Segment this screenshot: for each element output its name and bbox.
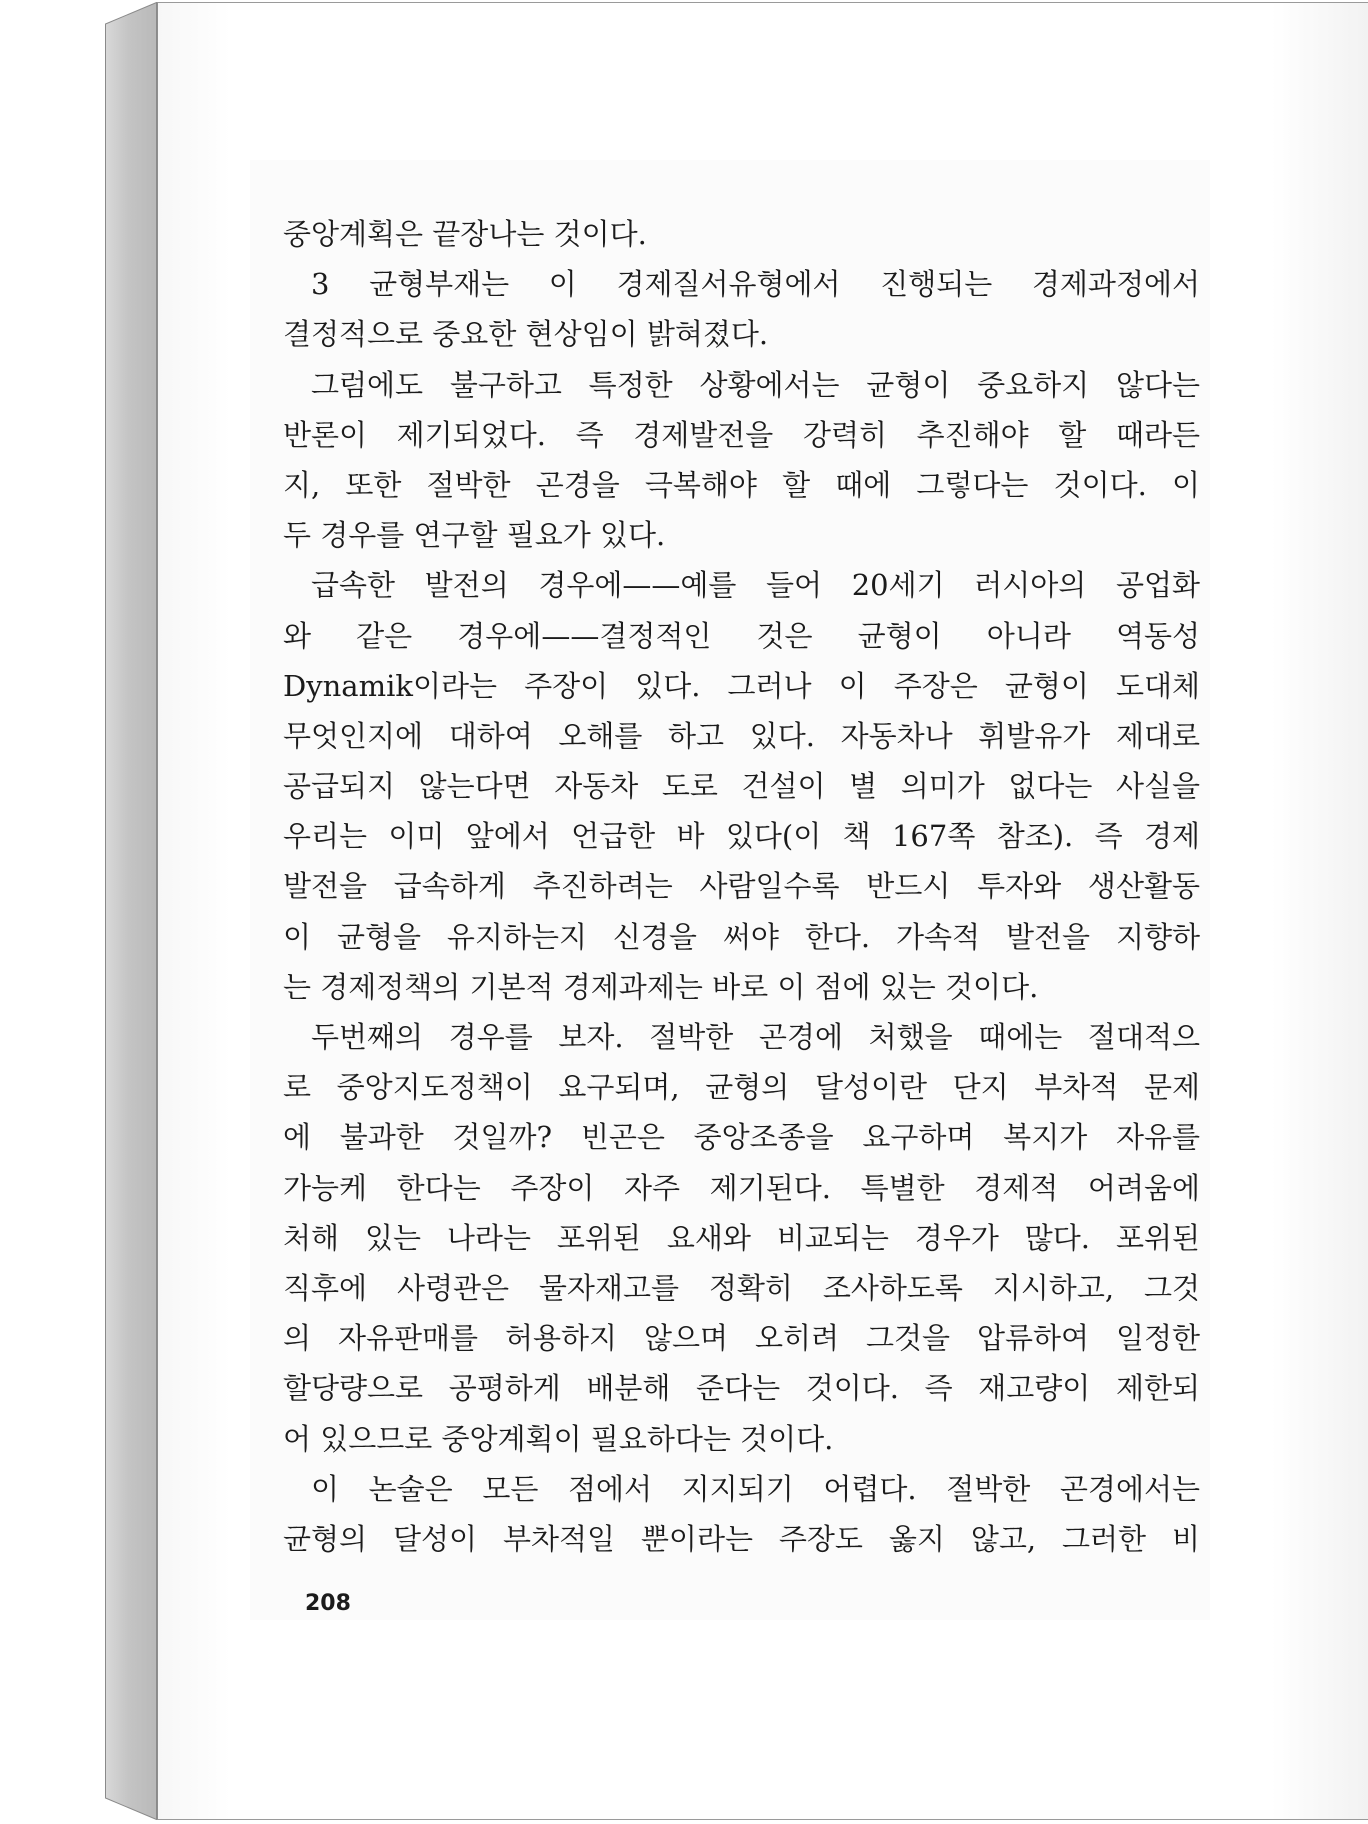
text-line: 는 경제정책의 기본적 경제과제는 바로 이 점에 있는 것이다. [283, 969, 1039, 1004]
text-line: 결정적으로 중요한 현상임이 밝혀졌다. [283, 317, 769, 352]
text-line: 직후에 사령관은 물자재고를 정확히 조사하도록 지시하고, 그것 [283, 1270, 1200, 1305]
text-line: 가능케 한다는 주장이 자주 제기된다. 특별한 경제적 어려움에 [283, 1170, 1200, 1205]
text-line: 지, 또한 절박한 곤경을 극복해야 할 때에 그렇다는 것이다. 이 [283, 467, 1200, 502]
text-line: 로 중앙지도정책이 요구되며, 균형의 달성이란 단지 부차적 문제 [283, 1070, 1200, 1105]
text-line: Dynamik이라는 주장이 있다. 그러나 이 주장은 균형이 도대체 [283, 668, 1200, 703]
text-line: 어 있으므로 중앙계획이 필요하다는 것이다. [283, 1421, 834, 1456]
text-line: 반론이 제기되었다. 즉 경제발전을 강력히 추진해야 할 때라든 [283, 417, 1200, 452]
text-line: 무엇인지에 대하여 오해를 하고 있다. 자동차나 휘발유가 제대로 [283, 718, 1200, 753]
page-number: 208 [305, 1591, 351, 1616]
text-line: 균형의 달성이 부차적일 뿐이라는 주장도 옳지 않고, 그러한 비 [283, 1521, 1200, 1556]
body-text [283, 209, 1200, 1564]
text-line: 할당량으로 공평하게 배분해 준다는 것이다. 즉 재고량이 제한되 [283, 1371, 1200, 1406]
text-line: 이 논술은 모든 점에서 지지되기 어렵다. 절박한 곤경에서는 [311, 1471, 1200, 1506]
text-line: 처해 있는 나라는 포위된 요새와 비교되는 경우가 많다. 포위된 [283, 1220, 1200, 1255]
text-line: 두 경우를 연구할 필요가 있다. [283, 518, 666, 553]
text-line: 급속한 발전의 경우에——예를 들어 20세기 러시아의 공업화 [311, 568, 1200, 603]
text-line: 와 같은 경우에——결정적인 것은 균형이 아니라 역동성 [283, 618, 1200, 653]
text-line: 중앙계획은 끝장나는 것이다. [283, 217, 647, 251]
text-line: 3 균형부재는 이 경제질서유형에서 진행되는 경제과정에서 [311, 267, 1200, 302]
text-line: 두번째의 경우를 보자. 절박한 곤경에 처했을 때에는 절대적으 [311, 1020, 1200, 1054]
text-line: 발전을 급속하게 추진하려는 사람일수록 반드시 투자와 생산활동 [283, 869, 1200, 904]
text-line: 공급되지 않는다면 자동차 도로 건설이 별 의미가 없다는 사실을 [283, 769, 1200, 804]
text-line: 의 자유판매를 허용하지 않으며 오히려 그것을 압류하여 일정한 [283, 1321, 1200, 1356]
text-line: 우리는 이미 앞에서 언급한 바 있다(이 책 167쪽 참조). 즉 경제 [283, 819, 1200, 854]
book-spine [105, 2, 157, 1820]
text-line: 그럼에도 불구하고 특정한 상황에서는 균형이 중요하지 않다는 [311, 367, 1200, 402]
text-line: 이 균형을 유지하는지 신경을 써야 한다. 가속적 발전을 지향하 [283, 919, 1200, 954]
text-line: 에 불과한 것일까? 빈곤은 중앙조종을 요구하며 복지가 자유를 [283, 1120, 1200, 1155]
